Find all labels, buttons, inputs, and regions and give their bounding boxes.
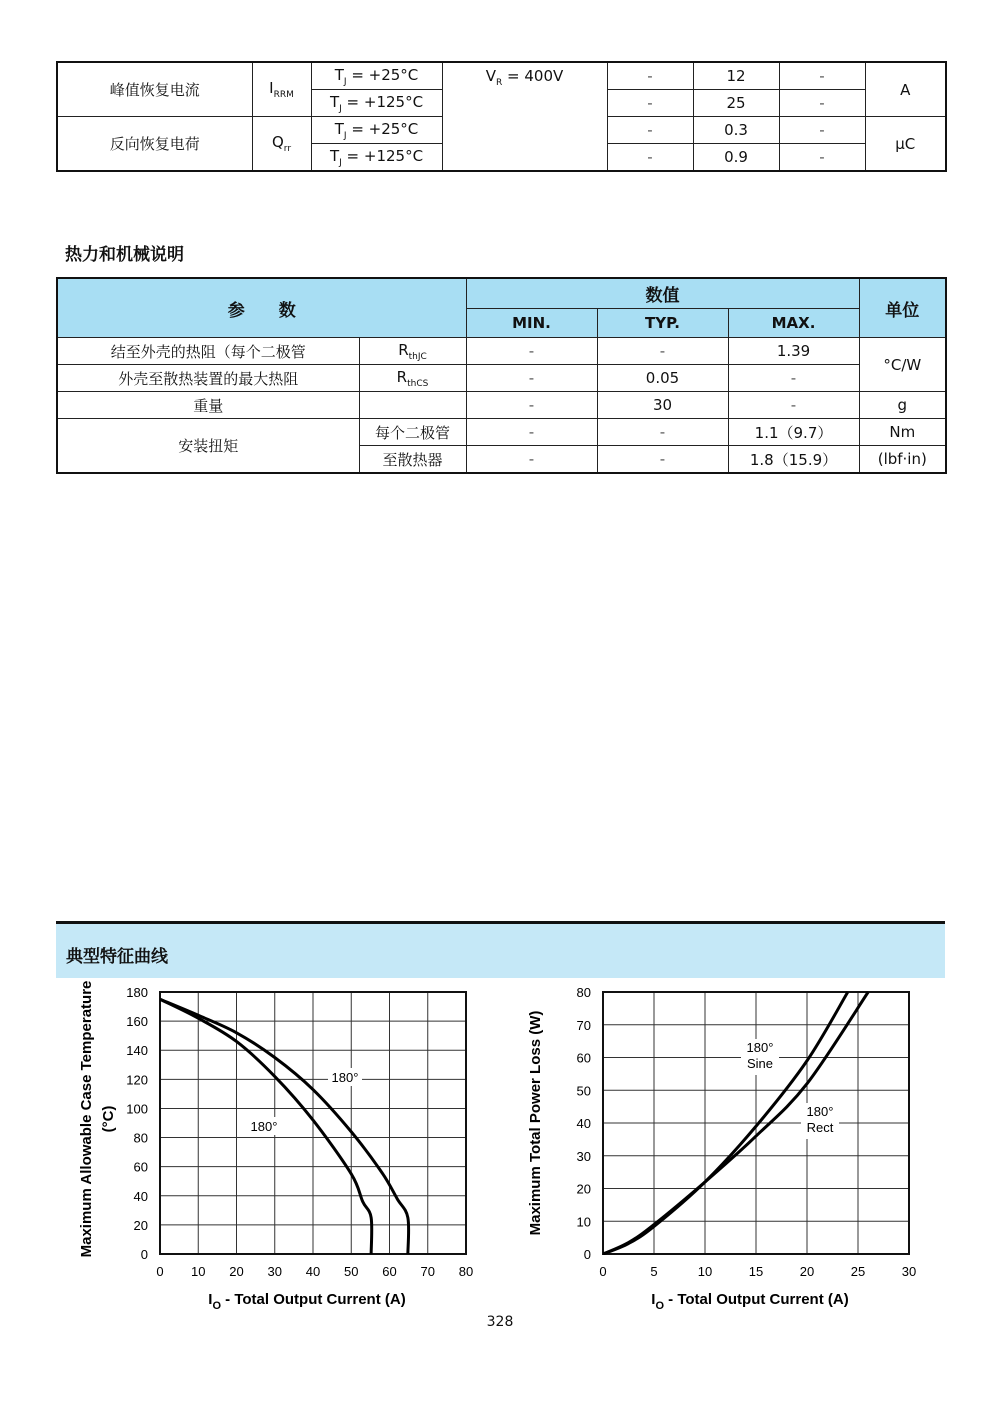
- x-tick-label: 5: [650, 1264, 658, 1279]
- y-tick-label: 120: [126, 1072, 148, 1088]
- unit-cell: (lbf·in): [859, 446, 946, 474]
- x-tick-label: 0: [156, 1264, 164, 1279]
- symbol-cell: $R_{thCS}$: [359, 365, 466, 392]
- annotation-label: Rect: [806, 1120, 834, 1135]
- unit-cell: °C/W: [859, 338, 946, 392]
- symbol-cell: 至散热器: [359, 446, 466, 474]
- y-axis-label: Maximum Allowable Case Temperature: [78, 980, 95, 1258]
- unit-cell: A: [865, 62, 946, 117]
- y-tick-label: 140: [126, 1043, 148, 1059]
- table-row: [57, 62, 946, 90]
- x-tick-label: 30: [267, 1264, 282, 1279]
- header-unit: 单位: [859, 278, 946, 338]
- symbol-cell: $R_{thJC}$: [359, 338, 466, 365]
- x-tick-label: 0: [599, 1264, 607, 1279]
- x-tick-label: 20: [229, 1264, 244, 1279]
- chart-power-loss: [527, 985, 916, 1312]
- typ-cell: 25: [693, 90, 779, 117]
- x-tick-label: 60: [382, 1264, 397, 1279]
- min-cell: -: [466, 419, 597, 446]
- y-tick-label: 0: [140, 1247, 148, 1262]
- x-tick-label: 70: [420, 1264, 435, 1279]
- table-row: [57, 365, 946, 392]
- y-tick-label: 10: [576, 1214, 591, 1230]
- min-cell: -: [607, 62, 693, 90]
- param-cell: 反向恢复电荷: [57, 117, 252, 172]
- symbol-cell: $Q_{rr}$: [252, 117, 311, 172]
- curves-header-band: [56, 924, 945, 978]
- header-min: MIN.: [466, 308, 597, 338]
- symbol-cell: $I_{RRM}$: [252, 62, 311, 117]
- typ-cell: 0.3: [693, 117, 779, 144]
- min-cell: -: [607, 90, 693, 117]
- param-cell: 外壳至散热装置的最大热阻: [57, 365, 359, 392]
- y-tick-label: 20: [133, 1217, 148, 1233]
- param-cell: 结至外壳的热阻（每个二极管: [57, 338, 359, 365]
- max-cell: -: [728, 392, 859, 419]
- min-cell: -: [607, 117, 693, 144]
- param-cell: 峰值恢复电流: [57, 62, 252, 117]
- x-tick-label: 25: [850, 1264, 866, 1279]
- y-tick-label: 40: [133, 1188, 148, 1204]
- condition-cell: $T_J = +25^\circ C$: [311, 62, 442, 90]
- y-tick-label: 180: [126, 985, 148, 1000]
- page-number: 328: [486, 1314, 514, 1330]
- y-tick-label: 70: [576, 1017, 591, 1033]
- min-cell: -: [466, 365, 597, 392]
- annotation-label: Sine: [746, 1056, 774, 1071]
- y-axis-label: Maximum Total Power Loss (W): [527, 1010, 544, 1236]
- chart-case-temperature: [78, 981, 473, 1312]
- x-axis-label: $I_O$ - Total Output Current (A): [208, 1291, 406, 1312]
- max-cell: -: [779, 90, 865, 117]
- y-tick-label: 40: [576, 1116, 591, 1131]
- param-cell: 重量: [57, 392, 359, 419]
- param-cell: 安装扭矩: [57, 419, 359, 474]
- charts-svg: [0, 980, 1000, 1340]
- typ-cell: -: [597, 419, 728, 446]
- min-cell: -: [466, 446, 597, 474]
- x-tick-label: 10: [697, 1264, 713, 1279]
- y-tick-label: 100: [126, 1101, 148, 1117]
- y-tick-label: 30: [576, 1148, 591, 1164]
- y-tick-label: 80: [576, 985, 591, 1000]
- unit-cell: Nm: [859, 419, 946, 446]
- x-tick-label: 40: [305, 1264, 321, 1279]
- max-cell: -: [779, 62, 865, 90]
- x-tick-label: 10: [191, 1264, 206, 1279]
- table-row: [57, 392, 946, 419]
- typ-cell: 30: [597, 392, 728, 419]
- x-tick-label: 80: [458, 1264, 474, 1279]
- table-row: [57, 338, 946, 365]
- table-row: [57, 419, 946, 446]
- typ-cell: 0.9: [693, 144, 779, 172]
- symbol-cell: 每个二极管: [359, 419, 466, 446]
- y-tick-label: 20: [576, 1181, 591, 1197]
- y-tick-label: 0: [583, 1247, 591, 1262]
- y-tick-label: 80: [133, 1130, 148, 1146]
- max-cell: 1.1（9.7）: [728, 419, 859, 446]
- header-max: MAX.: [728, 308, 859, 338]
- x-tick-label: 15: [748, 1264, 764, 1279]
- max-cell: -: [779, 117, 865, 144]
- x-tick-label: 20: [799, 1264, 815, 1279]
- typ-cell: -: [597, 338, 728, 365]
- header-typ: TYP.: [597, 308, 728, 338]
- thermal-heading: 热力和机械说明: [65, 245, 184, 265]
- x-tick-label: 50: [344, 1264, 359, 1279]
- annotation-label: 180°: [806, 1104, 834, 1119]
- max-cell: -: [779, 144, 865, 172]
- y-tick-label: 60: [133, 1159, 148, 1175]
- typ-cell: -: [597, 446, 728, 474]
- y-tick-label: 160: [126, 1014, 148, 1030]
- min-cell: -: [466, 338, 597, 365]
- y-tick-label: 50: [576, 1083, 591, 1099]
- condition-cell: $T_J = +25^\circ C$: [311, 117, 442, 144]
- x-axis-label: $I_O$ - Total Output Current (A): [651, 1291, 849, 1312]
- y-axis-unit-label: (°C): [100, 1105, 117, 1133]
- typ-cell: 12: [693, 62, 779, 90]
- header-param: 参 数: [57, 278, 466, 338]
- x-tick-label: 30: [901, 1264, 917, 1279]
- unit-cell: g: [859, 392, 946, 419]
- max-cell: 1.8（15.9）: [728, 446, 859, 474]
- min-cell: -: [466, 392, 597, 419]
- annotation-label: 180°: [250, 1119, 278, 1134]
- y-tick-label: 60: [576, 1050, 591, 1066]
- annotation-label: 180°: [331, 1070, 359, 1085]
- condition-cell: $T_J = +125^\circ C$: [311, 144, 442, 172]
- condition-cell: $T_J = +125^\circ C$: [311, 90, 442, 117]
- recovery-table: [56, 61, 947, 172]
- curves-heading: 典型特征曲线: [66, 947, 168, 967]
- max-cell: -: [728, 365, 859, 392]
- table-header-row: [57, 278, 946, 308]
- vr-condition-cell: $V_R = 400V$: [442, 62, 607, 171]
- max-cell: 1.39: [728, 338, 859, 365]
- typ-cell: 0.05: [597, 365, 728, 392]
- annotation-label: 180°: [746, 1040, 774, 1055]
- min-cell: -: [607, 144, 693, 172]
- thermal-table: [56, 277, 947, 474]
- header-value: 数值: [466, 278, 859, 308]
- symbol-cell: [359, 392, 466, 419]
- unit-cell: µC: [865, 117, 946, 172]
